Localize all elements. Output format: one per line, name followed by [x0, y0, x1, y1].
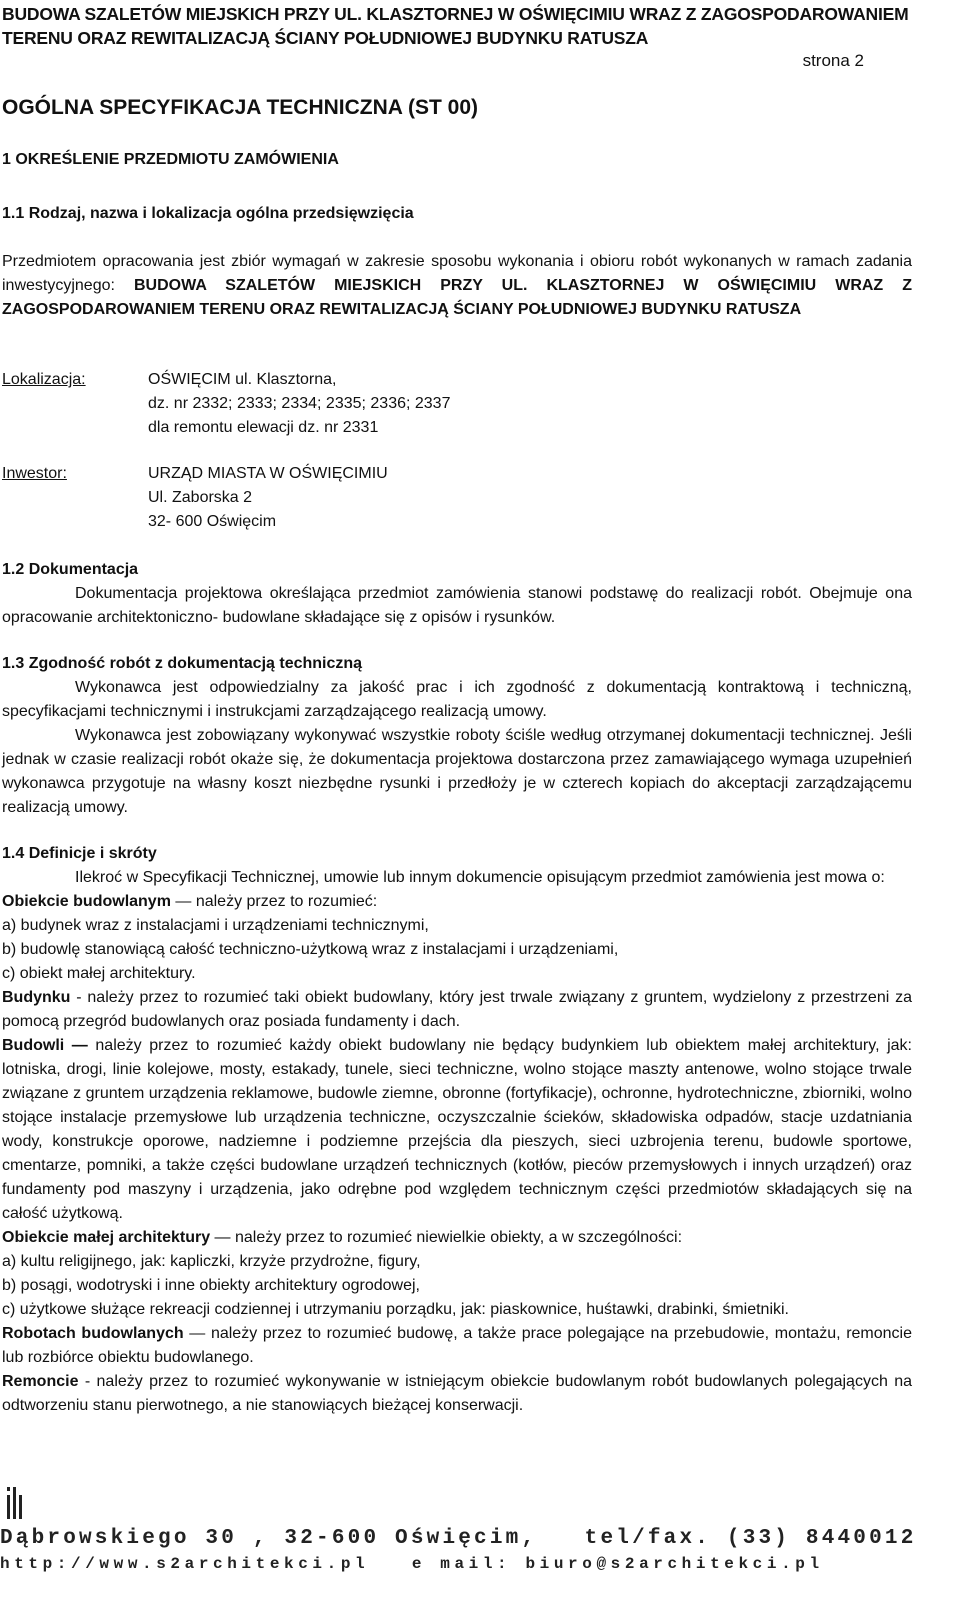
footer-address: Dąbrowskiego 30 , 32-600 Oświęcim, tel/fax. (33) 8440012 — [0, 1527, 917, 1550]
location-line: dla remontu elewacji dz. nr 2331 — [148, 419, 379, 436]
definition-term: Budynku — [2, 989, 71, 1006]
definition-text: - należy przez to rozumieć wykonywanie w istniejącym obiekcie budowlanym robót budowlanych polegających na odtworzeniu stanu pierwotnego, a nie stanowiących bieżącej konserwacji. — [2, 1373, 912, 1414]
definition-item — [2, 1370, 912, 1418]
investor-line: Ul. Zaborska 2 — [148, 489, 253, 506]
section-1-4-heading-wrap — [2, 842, 912, 866]
section-1-3 — [2, 652, 912, 820]
intro-text: Przedmiotem opracowania jest zbiór wymagań w zakresie sposobu wykonania i obioru robót wykonanych w ramach zadania inwestycyjnego: — [2, 253, 912, 294]
investor-label: Inwestor: — [2, 465, 67, 482]
definition-subitem: b) budowlę stanowiącą całość techniczno-użytkową wraz z instalacjami i urządzeniami, — [2, 941, 619, 958]
header-title-line-2: TERENU ORAZ REWITALIZACJĄ ŚCIANY POŁUDNIOWEJ BUDYNKU RATUSZA — [2, 28, 649, 48]
section-1-1-heading: 1.1 Rodzaj, nazwa i lokalizacja ogólna przedsięwzięcia — [2, 205, 414, 222]
definition-subitem: b) posągi, wodotryski i inne obiekty architektury ogrodowej, — [2, 1277, 420, 1294]
definition-item — [2, 1034, 912, 1226]
definition-text: — należy przez to rozumieć: — [170, 893, 378, 910]
section-1-2-text: Dokumentacja projektowa określająca przedmiot zamówienia stanowi podstawę do realizacji robót. Obejmuje ona opracowanie architektoniczno- budowlane składające się z opisów i rysunków. — [2, 585, 912, 626]
footer-contact: http://www.s2architekci.pl e mail: biuro@s2architekci.pl — [0, 1555, 824, 1573]
definition-text: - należy przez to rozumieć taki obiekt budowlany, który jest trwale związany z gruntem, wydzielony z przestrzeni za pomocą przegród budowlanych oraz posiada fundamenty i dach. — [2, 989, 912, 1030]
definition-item — [2, 890, 912, 914]
definitions-intro: Ilekroć w Specyfikacji Technicznej, umowie lub innym dokumencie opisującym przedmiot zamówienia jest mowa o: — [75, 869, 885, 886]
definition-term: Obiekcie małej architektury — [2, 1229, 211, 1246]
definition-term: Budowli — — [2, 1037, 88, 1054]
company-logo-icon — [4, 1483, 24, 1523]
definition-term: Obiekcie budowlanym — [2, 893, 171, 910]
document-header — [2, 2, 932, 50]
investor-line: 32- 600 Oświęcim — [148, 513, 277, 530]
location-line: OŚWIĘCIM ul. Klasztorna, — [148, 371, 337, 388]
section-1-2 — [2, 558, 912, 630]
section-1-heading: 1 OKREŚLENIE PRZEDMIOTU ZAMÓWIENIA — [2, 151, 339, 168]
definition-text: — należy przez to rozumieć budowę, a także prace polegające na przebudowie, montażu, remoncie lub rozbiórce obiektu budowlanego. — [2, 1325, 912, 1366]
definition-text: należy przez to rozumieć każdy obiekt budowlany nie będący budynkiem lub obiektem małej architektury, jak: lotniska, drogi, linie kolejowe, mosty, estakady, tunele, sieci techniczne, wolno stojące maszty antenowe, wolno stojące trwale związane z gruntem urządzenia reklamowe, budowle ziemne, obronne (fortyfikacje), ochronne, hydrotechniczne, zbiorniki, wolno stojące instalacje przemysłowe lub urządzenia techniczne, oczyszczalnie ścieków, składowiska odpadów, stacje uzdatniania wody, konstrukcje oporowe, nadziemne i podziemne przejścia dla pieszych, sieci uzbrojenia terenu, budowle sportowe, cmentarze, pomniki, a także części budowlane urządzeń technicznych (kotłów, pieców przemysłowych i innych urządzeń) oraz fundamenty pod maszyny i urządzenia, jako odrębne pod względem technicznym części przedmiotów składających się na całość użytkową. — [2, 1037, 913, 1222]
definition-term: Robotach budowlanych — [2, 1325, 184, 1342]
definition-item — [2, 1322, 912, 1370]
definition-item — [2, 986, 912, 1034]
definition-subitem: a) kultu religijnego, jak: kapliczki, krzyże przydrożne, figury, — [2, 1253, 421, 1270]
section-1-2-heading: 1.2 Dokumentacja — [2, 561, 139, 578]
location-value — [148, 368, 450, 440]
project-name: BUDOWA SZALETÓW MIEJSKICH PRZY UL. KLASZTORNEJ W OŚWIĘCIMIU WRAZ Z ZAGOSPODAROWANIEM TERENU ORAZ REWITALIZACJĄ ŚCIANY POŁUDNIOWEJ BUDYNKU RATUSZA — [2, 277, 913, 318]
header-title-line-1: BUDOWA SZALETÓW MIEJSKICH PRZY UL. KLASZTORNEJ W OŚWIĘCIMIU WRAZ Z ZAGOSPODAROWANIEM — [2, 4, 909, 24]
definition-subitem: c) obiekt małej architektury. — [2, 965, 196, 982]
section-1-1-text — [2, 250, 912, 322]
page-number: strona 2 — [802, 51, 864, 70]
section-1-3-heading: 1.3 Zgodność robót z dokumentacją techniczną — [2, 655, 363, 672]
section-1-4-heading: 1.4 Definicje i skróty — [2, 845, 157, 862]
location-line: dz. nr 2332; 2333; 2334; 2335; 2336; 2337 — [148, 395, 451, 412]
definitions-list — [2, 866, 912, 1418]
definition-text: — należy przez to rozumieć niewielkie obiekty, a w szczególności: — [210, 1229, 683, 1246]
definition-subitem: a) budynek wraz z instalacjami i urządzeniami technicznymi, — [2, 917, 429, 934]
location-label: Lokalizacja: — [2, 371, 86, 388]
definition-term: Remoncie — [2, 1373, 79, 1390]
investor-line: URZĄD MIASTA W OŚWIĘCIMIU — [148, 465, 388, 482]
definition-item — [2, 1226, 912, 1250]
section-1-3-paragraph-2: Wykonawca jest zobowiązany wykonywać wszystkie roboty ściśle według otrzymanej dokumentacji technicznej. Jeśli jednak w czasie realizacji robót okaże się, że dokumentacja projektowa dostarczona przez zamawiającego wymaga uzupełnień wykonawca przygotuje na własny koszt niezbędne rysunki i przedłoży je w czterech kopiach do akceptacji zarządzającemu realizacją umowy. — [2, 727, 912, 816]
definition-subitem: c) użytkowe służące rekreacji codziennej i utrzymaniu porządku, jak: piaskownice, huśtawki, drabinki, śmietniki. — [2, 1301, 789, 1318]
investor-value — [148, 462, 388, 534]
section-1-3-paragraph-1: Wykonawca jest odpowiedzialny za jakość prac i ich zgodność z dokumentacją kontraktową i techniczną, specyfikacjami technicznymi i instrukcjami zarządzającego realizacją umowy. — [2, 679, 912, 720]
document-title: OGÓLNA SPECYFIKACJA TECHNICZNA (ST 00) — [2, 96, 479, 119]
